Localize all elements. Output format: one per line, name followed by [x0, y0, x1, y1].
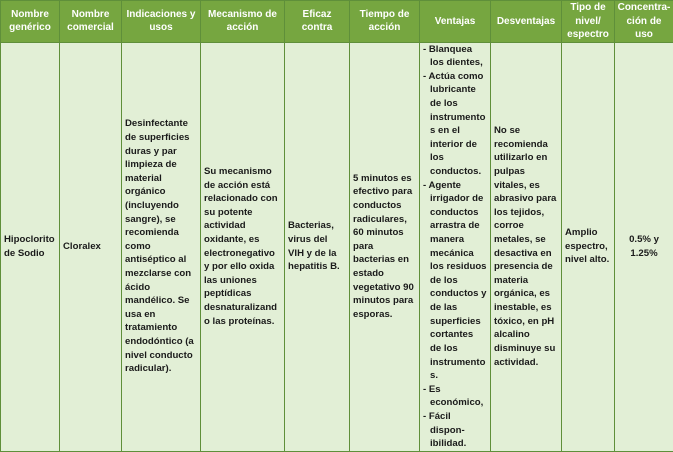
- ventajas-list: [423, 43, 487, 451]
- list-item: - Agente irrigador de conductos arrastra de manera mecánica los residuos de los conductos y de las superficies cortantes de los instrumentos.: [423, 179, 487, 383]
- header-tipo-nivel: Tipo de nivel/ espectro: [562, 1, 615, 43]
- header-row: [1, 1, 673, 43]
- cell-indicaciones: Desinfectante de superficies duras y par limpieza de material orgánico (incluyendo sangre), se recomienda como antiséptico al mezclarse con ácido mandélico. Se usa en tratamiento endodóntico (a nivel conducto radicular).: [122, 42, 201, 451]
- header-desventajas: Desventajas: [491, 1, 562, 43]
- cell-desventajas: No se recomienda utilizarlo en pulpas vitales, es abrasivo para los tejidos, corroe metales, se desactiva en presencia de materia orgánica, es inestable, es tóxico, en pH alcalino disminuye su actividad.: [491, 42, 562, 451]
- cell-nombre-generico: Hipoclorito de Sodio: [1, 42, 60, 451]
- header-indicaciones: Indicaciones y usos: [122, 1, 201, 43]
- header-tiempo-accion: Tiempo de acción: [350, 1, 420, 43]
- cell-nombre-comercial: Cloralex: [60, 42, 122, 451]
- header-concentracion: Concentra-ción de uso: [615, 1, 673, 43]
- list-item: - Actúa como lubricante de los instrumentos en el interior de los conductos.: [423, 70, 487, 179]
- cell-eficaz-contra: Bacterias, virus del VIH y de la hepatitis B.: [285, 42, 350, 451]
- cell-tiempo-accion: 5 minutos es efectivo para conductos radiculares, 60 minutos para bacterias en estado vegetativo 90 minutos para esporas.: [350, 42, 420, 451]
- cell-tipo-nivel: Amplio espectro, nivel alto.: [562, 42, 615, 451]
- cell-concentracion: 0.5% y 1.25%: [615, 42, 673, 451]
- header-nombre-generico: Nombre genérico: [1, 1, 60, 43]
- list-item: - Blanquea los dientes,: [423, 43, 487, 70]
- header-ventajas: Ventajas: [420, 1, 491, 43]
- header-nombre-comercial: Nombre comercial: [60, 1, 122, 43]
- header-eficaz-contra: Eficaz contra: [285, 1, 350, 43]
- list-item: - Es económico,: [423, 383, 487, 410]
- cell-ventajas: [420, 42, 491, 451]
- table-row: [1, 42, 673, 451]
- cell-mecanismo: Su mecanismo de acción está relacionado con su potente actividad oxidante, es electronegativo y por ello oxida las uniones peptídicas desnaturalizando las proteínas.: [201, 42, 285, 451]
- header-mecanismo: Mecanismo de acción: [201, 1, 285, 43]
- list-item: - Fácil dispon-ibilidad.: [423, 410, 487, 451]
